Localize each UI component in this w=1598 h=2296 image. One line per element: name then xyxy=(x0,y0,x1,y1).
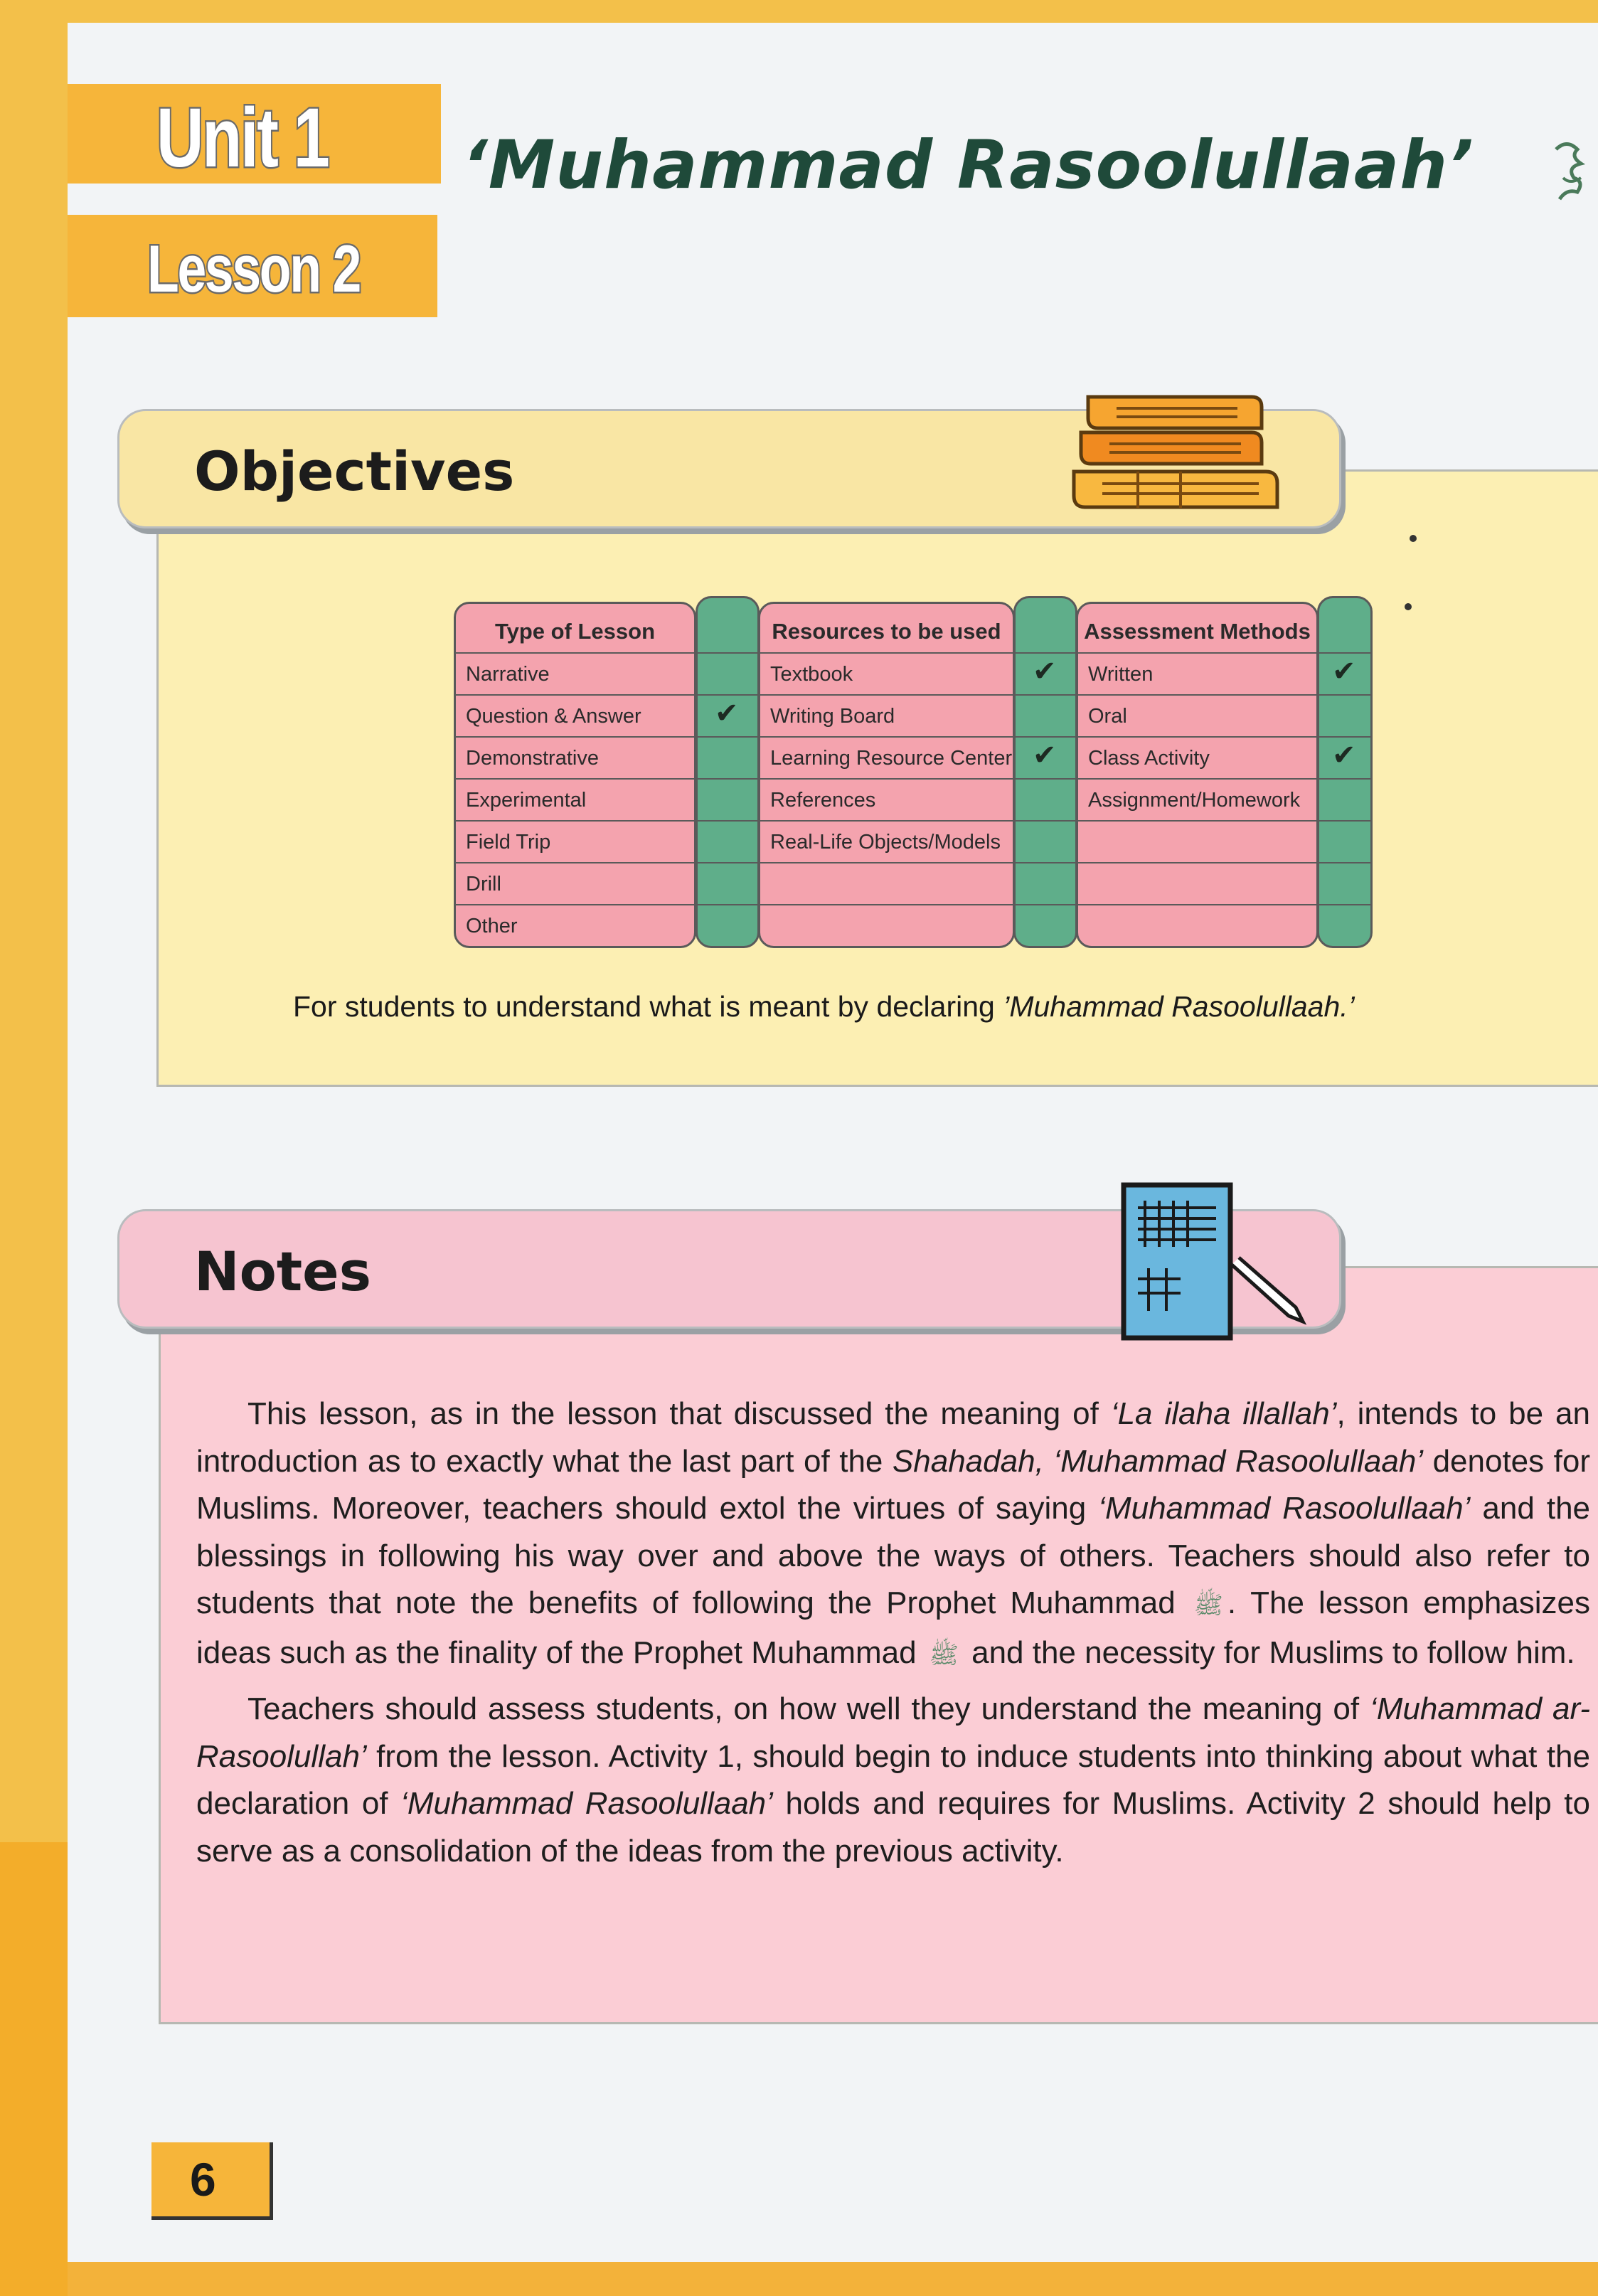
notes-heading: Notes xyxy=(194,1240,371,1303)
check-row-divider xyxy=(1319,862,1370,863)
objective-statement: For students to understand what is meant by declaring ’Muhammad Rasoolullaah.’ xyxy=(293,990,1355,1023)
table-check-column xyxy=(1317,596,1373,948)
table-column xyxy=(758,602,1015,948)
unit-label: Unit 1 xyxy=(156,91,329,185)
checkmark-icon: ✔ xyxy=(1033,740,1057,771)
table-cell: Field Trip xyxy=(456,820,694,863)
table-column-header: Type of Lesson xyxy=(494,619,656,644)
lesson-label: Lesson 2 xyxy=(147,231,361,306)
unit-tab xyxy=(68,84,441,184)
table-check-column xyxy=(1013,596,1077,948)
table-cell: Assignment/Homework xyxy=(1078,778,1316,821)
notes-paragraph-1 xyxy=(196,1391,1590,1679)
notes-paragraph-2 xyxy=(196,1686,1590,1875)
text-run: and the necessity for Muslims to follow him. xyxy=(962,1635,1575,1670)
table-cell: Writing Board xyxy=(760,694,1013,737)
check-row-divider xyxy=(698,904,757,905)
lesson-tab xyxy=(68,215,437,317)
table-column xyxy=(454,602,696,948)
text-run: from the lesson. Activity 1, should begin to induce students into thinking about what the declaration of xyxy=(196,1738,1590,1821)
decorative-dot xyxy=(1410,535,1417,542)
check-row-divider xyxy=(698,652,757,654)
table-cell: Class Activity xyxy=(1078,736,1316,779)
text-run: Teachers should assess students, on how well they understand the meaning of xyxy=(247,1691,1370,1726)
text-run: holds and requires for Muslims. Activity 2 should help to serve as a consolidation of the ideas from the previous activity. xyxy=(196,1786,1590,1869)
check-row-divider xyxy=(698,736,757,738)
check-row-divider xyxy=(1319,778,1370,780)
table-cell: Oral xyxy=(1078,694,1316,737)
check-row-divider xyxy=(1319,694,1370,696)
table-cell xyxy=(1078,904,1316,947)
italic-text: ‘Muhammad Rasoolullaah’ xyxy=(1098,1491,1471,1526)
check-row-divider xyxy=(1016,736,1075,738)
text-run: denotes for Muslims. Moreover, teachers should extol the virtues of saying xyxy=(196,1443,1591,1526)
table-cell xyxy=(1078,820,1316,863)
text-run: This lesson, as in the lesson that discussed the meaning of xyxy=(247,1396,1111,1431)
table-cell: Other xyxy=(456,904,694,947)
text-run: . The lesson emphasizes ideas such as the finality of the Prophet Muhammad xyxy=(196,1585,1591,1670)
check-row-divider xyxy=(1319,652,1370,654)
check-row-divider xyxy=(1319,820,1370,822)
check-row-divider xyxy=(698,820,757,822)
books-icon xyxy=(1060,383,1287,525)
checkmark-icon: ✔ xyxy=(1332,740,1356,771)
table-cell xyxy=(760,904,1013,947)
italic-text: ‘La ilaha illallah’ xyxy=(1110,1396,1337,1431)
table-cell: References xyxy=(760,778,1013,821)
pbuh-seal-icon xyxy=(1549,135,1592,213)
table-check-column xyxy=(696,596,760,948)
check-row-divider xyxy=(1016,694,1075,696)
notepad-pen-icon xyxy=(1117,1179,1316,1350)
lesson-title: ‘Muhammad Rasoolullaah’ xyxy=(462,127,1474,204)
checkmark-icon: ✔ xyxy=(1033,656,1057,687)
check-row-divider xyxy=(1319,736,1370,738)
table-cell: Learning Resource Center xyxy=(760,736,1013,779)
decorative-dot xyxy=(1405,603,1412,610)
table-cell: Question & Answer xyxy=(456,694,694,737)
table-column xyxy=(1076,602,1319,948)
check-row-divider xyxy=(1016,778,1075,780)
italic-text: Shahadah, ‘Muhammad Rasoolullaah’ xyxy=(892,1443,1424,1479)
check-row-divider xyxy=(1016,652,1075,654)
check-row-divider xyxy=(1016,904,1075,905)
italic-text: ‘Muhammad Rasoolullaah’ xyxy=(400,1786,773,1821)
table-cell: Drill xyxy=(456,862,694,905)
table-cell: Written xyxy=(1078,652,1316,695)
checkmark-icon: ✔ xyxy=(715,698,739,729)
check-row-divider xyxy=(1016,862,1075,863)
check-row-divider xyxy=(1319,904,1370,905)
check-row-divider xyxy=(1016,820,1075,822)
table-cell xyxy=(1078,862,1316,905)
checkmark-icon: ✔ xyxy=(1332,656,1356,687)
table-cell xyxy=(760,862,1013,905)
table-column-header: Assessment Methods xyxy=(1084,619,1311,644)
page-number-box xyxy=(151,2142,273,2220)
text-run: and the blessings in following his way over and above the ways of others. Teachers should also refer to students that note the benefits of following the Prophet Muhammad xyxy=(196,1491,1591,1620)
table-cell: Textbook xyxy=(760,652,1013,695)
check-row-divider xyxy=(698,862,757,863)
table-cell: Narrative xyxy=(456,652,694,695)
left-accent-strip xyxy=(0,1842,68,2296)
table-cell: Real-Life Objects/Models xyxy=(760,820,1013,863)
italic-text: ‘Muhammad ar-Rasoolullah’ xyxy=(196,1691,1590,1774)
table-cell: Demonstrative xyxy=(456,736,694,779)
pbuh-seal-icon: ﷺ xyxy=(1193,1592,1223,1619)
bottom-accent-strip xyxy=(68,2262,1598,2296)
notes-body xyxy=(196,1391,1590,1882)
page-number: 6 xyxy=(190,2153,216,2206)
text-run: , intends to be an introduction as to exactly what the last part of the xyxy=(196,1396,1590,1479)
table-cell: Experimental xyxy=(456,778,694,821)
objectives-heading: Objectives xyxy=(194,440,515,503)
table-column-header: Resources to be used xyxy=(772,619,1001,644)
pbuh-seal-icon: ﷺ xyxy=(929,1641,959,1669)
check-row-divider xyxy=(698,778,757,780)
check-row-divider xyxy=(698,694,757,696)
